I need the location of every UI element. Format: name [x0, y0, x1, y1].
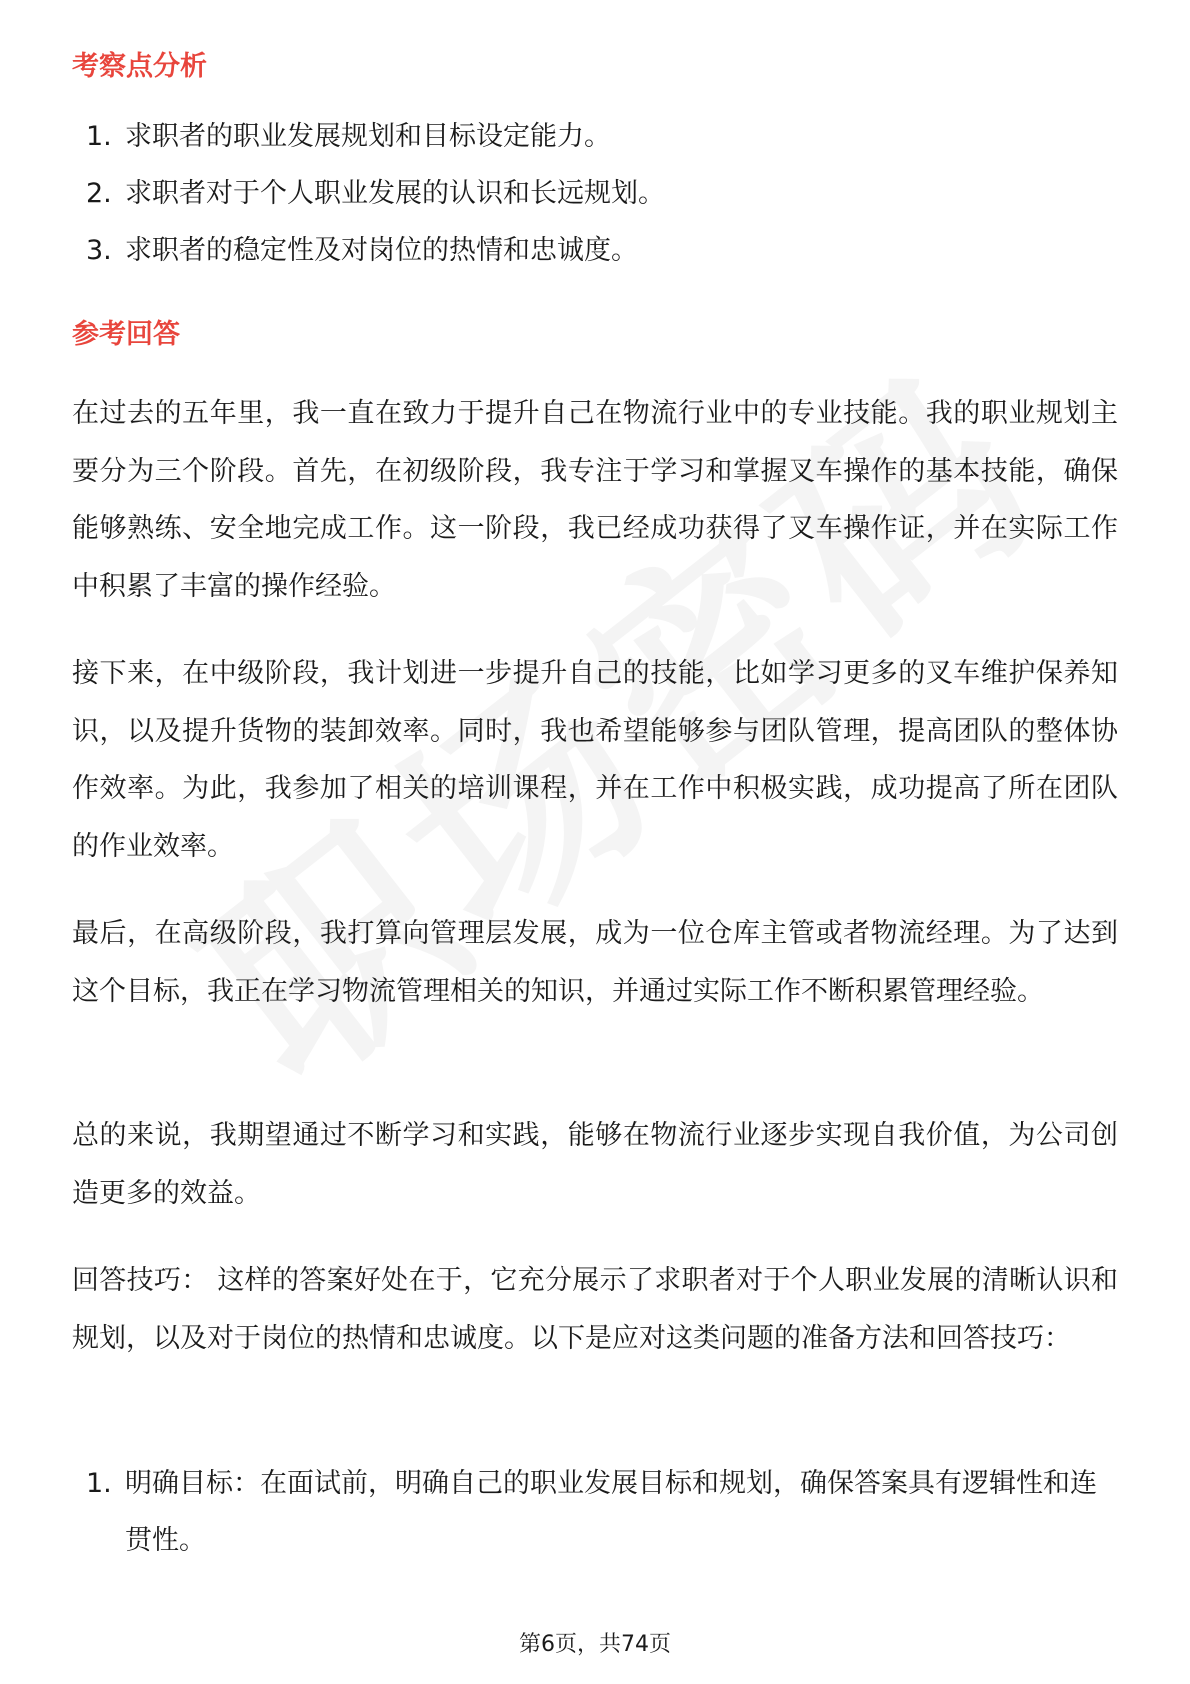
list-item-text: 求职者的稳定性及对岗位的热情和忠诚度。: [125, 235, 638, 266]
analysis-heading: 考察点分析: [72, 51, 207, 82]
answer-heading: 参考回答: [72, 319, 180, 350]
list-item-number: 3.: [86, 235, 112, 266]
answer-paragraph: 总的来说，我期望通过不断学习和实践，能够在物流行业逐步实现自我价值，为公司创造更多的效益。: [72, 1120, 1118, 1209]
page-footer: 第6页，共74页: [519, 1632, 671, 1657]
list-item-text: 求职者的职业发展规划和目标设定能力。: [125, 121, 611, 152]
list-item-number: 1.: [86, 121, 112, 152]
list-item: [72, 165, 1118, 222]
list-item: [72, 1455, 1118, 1569]
tips-list: [72, 1455, 1118, 1569]
answer-paragraph: 最后，在高级阶段，我打算向管理层发展，成为一位仓库主管或者物流经理。为了达到这个目标，我正在学习物流管理相关的知识，并通过实际工作不断积累管理经验。: [72, 918, 1118, 1007]
answer-paragraph: 在过去的五年里，我一直在致力于提升自己在物流行业中的专业技能。我的职业规划主要分为三个阶段。首先，在初级阶段，我专注于学习和掌握叉车操作的基本技能，确保能够熟练、安全地完成工作。这一阶段，我已经成功获得了叉车操作证，并在实际工作中积累了丰富的操作经验。: [72, 398, 1118, 602]
list-item-text: 明确目标：在面试前，明确自己的职业发展目标和规划，确保答案具有逻辑性和连贯性。: [125, 1468, 1097, 1556]
analysis-list: [72, 108, 1118, 279]
list-item-text: 求职者对于个人职业发展的认识和长远规划。: [125, 178, 665, 209]
answer-tips-intro: 回答技巧： 这样的答案好处在于，它充分展示了求职者对于个人职业发展的清晰认识和规划，以及对于岗位的热情和忠诚度。以下是应对这类问题的准备方法和回答技巧：: [72, 1265, 1118, 1354]
answer-paragraph: 接下来，在中级阶段，我计划进一步提升自己的技能，比如学习更多的叉车维护保养知识，以及提升货物的装卸效率。同时，我也希望能够参与团队管理，提高团队的整体协作效率。为此，我参加了相关的培训课程，并在工作中积极实践，成功提高了所在团队的作业效率。: [72, 658, 1118, 862]
list-item-number: 2.: [86, 178, 112, 209]
list-item: [72, 108, 1118, 165]
list-item: [72, 222, 1118, 279]
list-item-number: 1.: [86, 1468, 112, 1499]
